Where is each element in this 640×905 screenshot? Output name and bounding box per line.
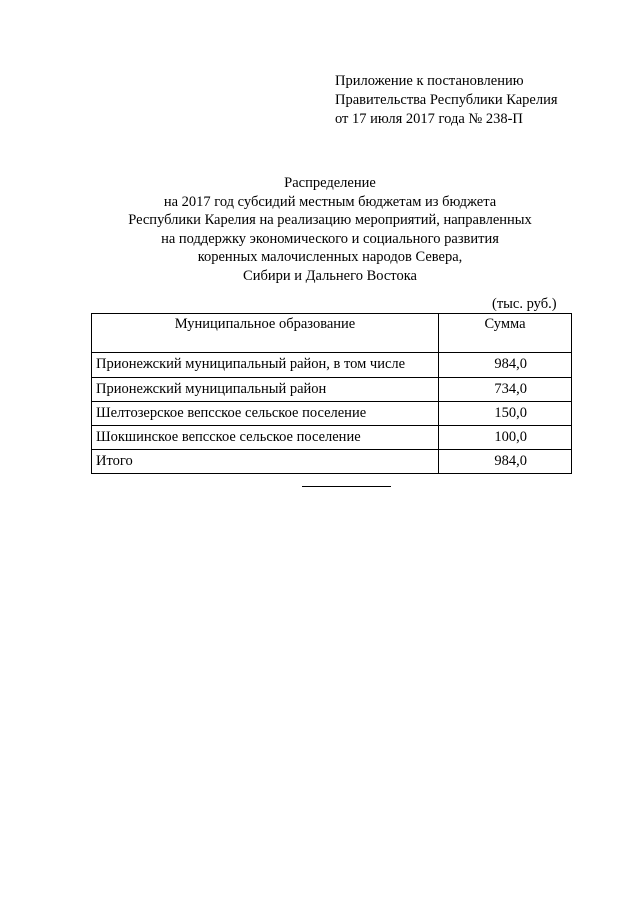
title-line: на поддержку экономического и социального развития (161, 230, 499, 247)
document-title (0, 174, 640, 285)
subsidy-table (91, 313, 572, 474)
title-line: коренных малочисленных народов Севера, (197, 249, 463, 265)
unit-label: (тыс. руб.) (492, 296, 557, 312)
row-name: Шелтозерское вепсское сельское поселение (92, 402, 439, 426)
appendix-line: Приложение к постановлению (335, 73, 524, 89)
table-header-row (92, 314, 572, 353)
end-divider (302, 486, 391, 487)
title-line: на 2017 год субсидий местным бюджетам из бюджета (163, 193, 497, 210)
title-line: Сибири и Дальнего Востока (243, 267, 417, 284)
row-sum: 150,0 (439, 402, 572, 426)
table-row (92, 378, 572, 402)
title-line: Республики Карелия на реализацию мероприятий, направленных (128, 212, 532, 228)
table-row (92, 426, 572, 450)
row-name: Итого (92, 450, 439, 474)
row-name: Прионежский муниципальный район (92, 378, 439, 402)
row-sum: 734,0 (439, 378, 572, 402)
row-name: Прионежский муниципальный район, в том числе (92, 353, 439, 378)
row-sum: 100,0 (439, 426, 572, 450)
table-row (92, 353, 572, 378)
header-municipality: Муниципальное образование (92, 314, 439, 353)
table-row-total (92, 450, 572, 474)
table-row (92, 402, 572, 426)
header-sum: Сумма (439, 314, 572, 353)
appendix-line: от 17 июля 2017 года № 238-П (335, 111, 523, 127)
row-sum: 984,0 (439, 353, 572, 378)
row-name: Шокшинское вепсское сельское поселение (92, 426, 439, 450)
title-line: Распределение (284, 175, 376, 191)
row-sum: 984,0 (439, 450, 572, 474)
appendix-line: Правительства Республики Карелия (335, 92, 558, 108)
appendix-header (335, 72, 558, 129)
